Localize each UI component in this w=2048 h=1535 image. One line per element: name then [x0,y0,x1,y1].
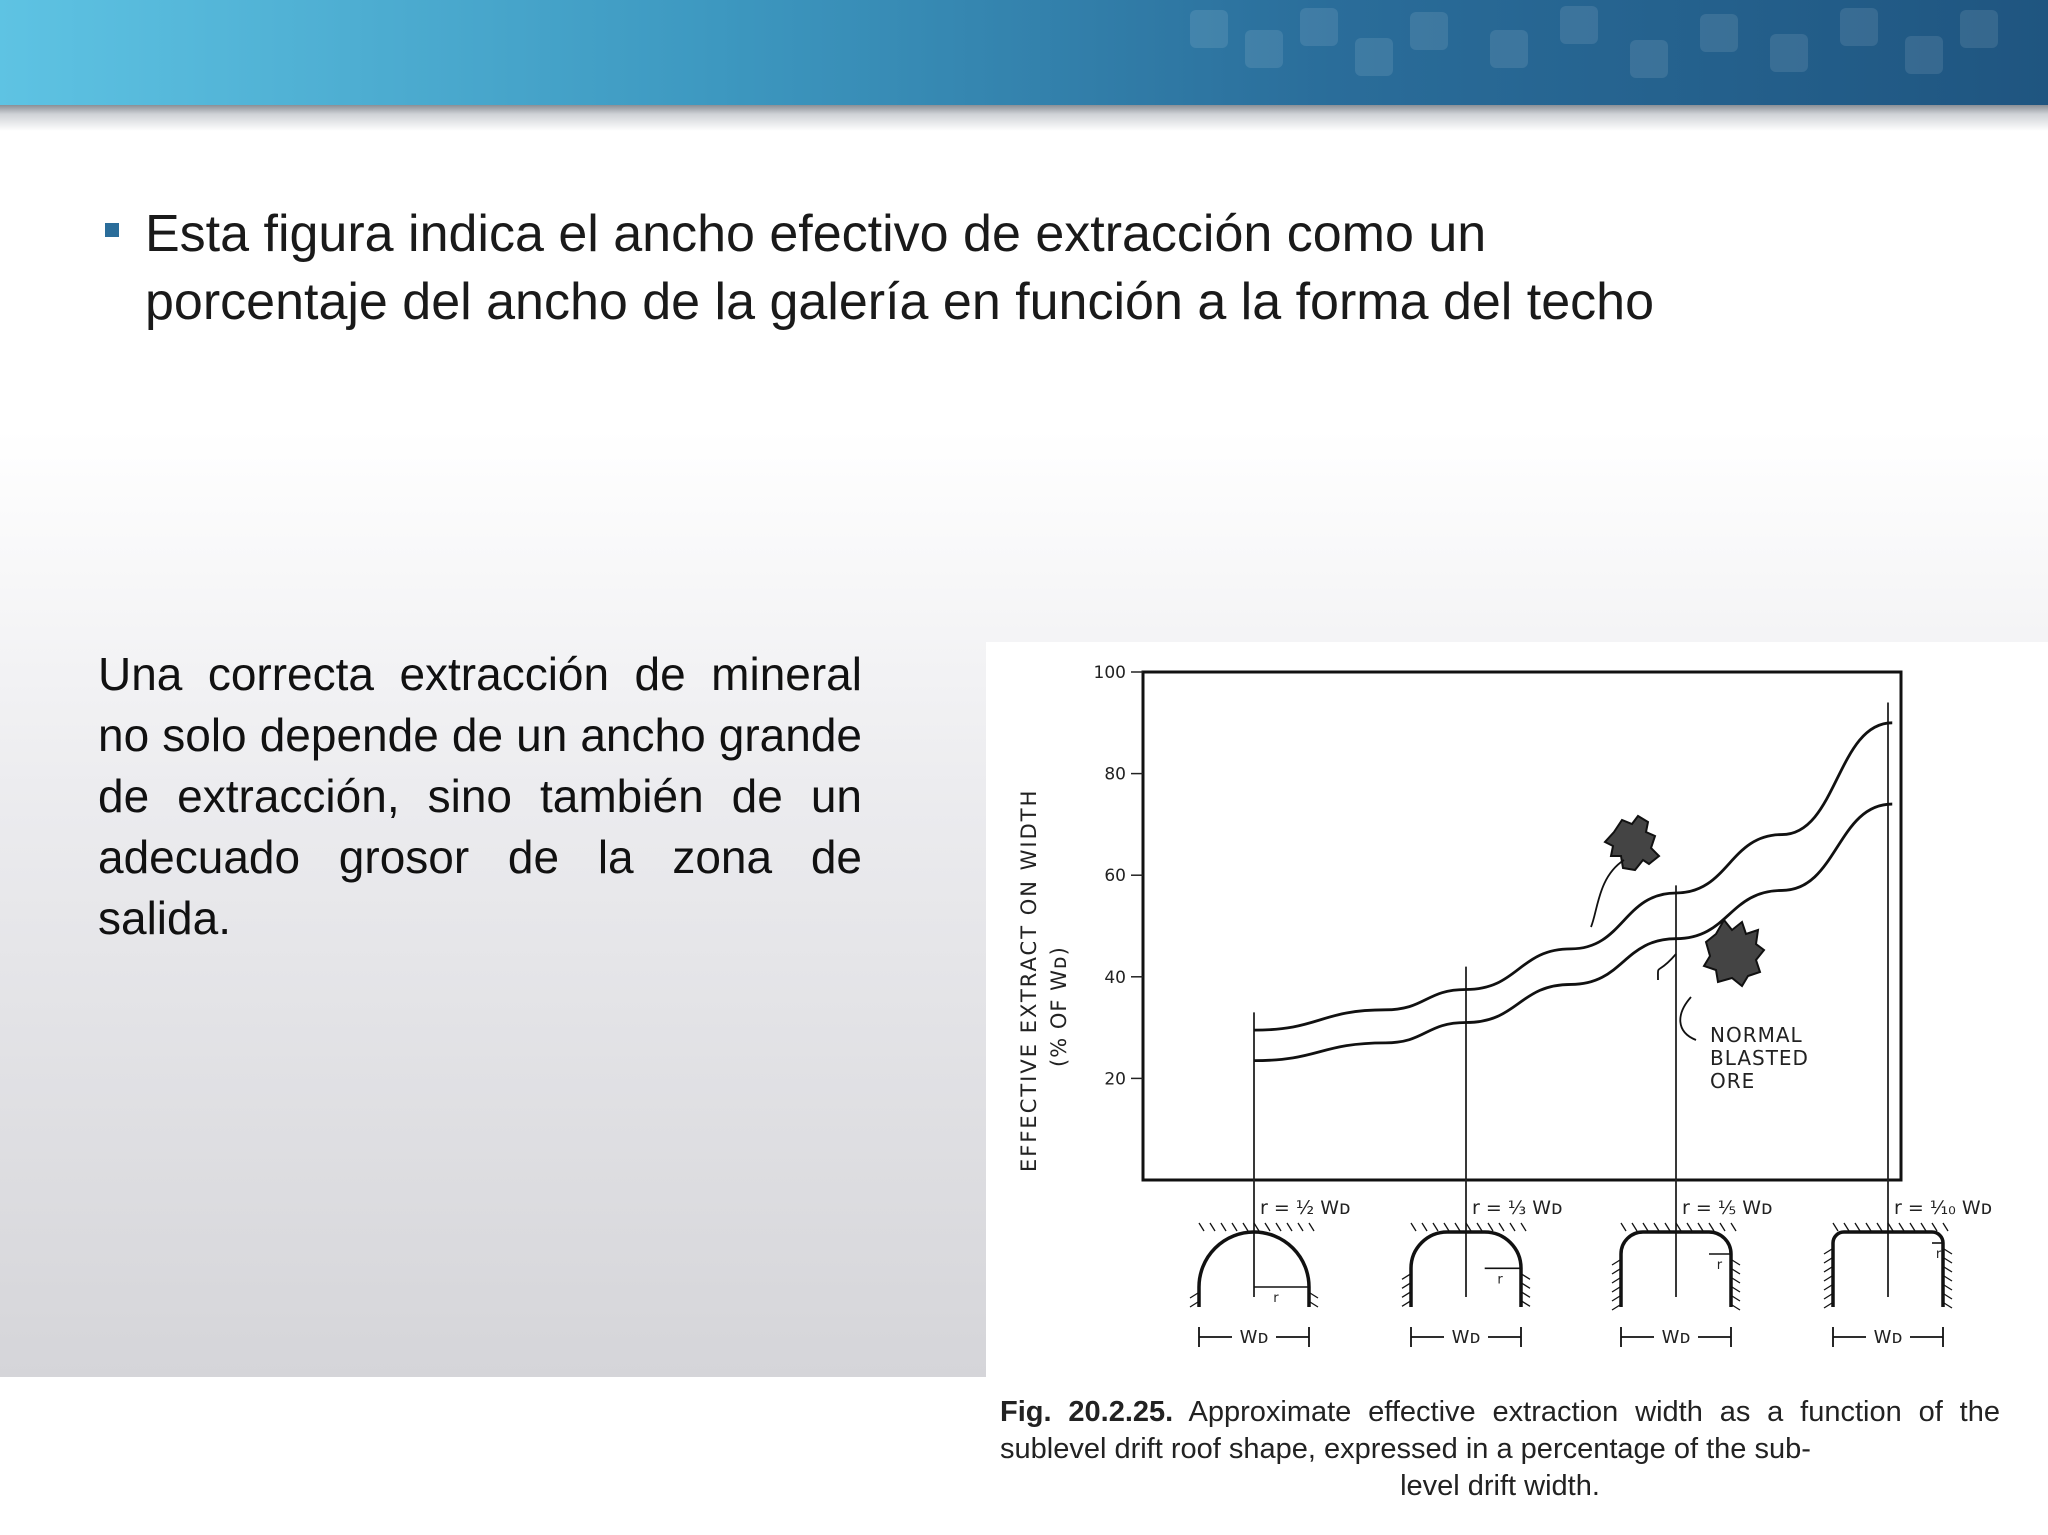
rock-hatch-mark [1265,1223,1270,1231]
rock-hatch-mark [1499,1223,1504,1231]
rock-hatch-mark [1612,1269,1620,1274]
rock-hatch-mark [1944,1276,1952,1281]
header-bar [0,0,2048,105]
header-tile [1770,34,1808,72]
rock-hatch-mark [1402,1301,1410,1306]
rock-hatch-mark [1221,1223,1226,1231]
figure-caption-text: Approximate effective extraction width as a function of the sublevel drift roof shape, expressed in a percentage of the sub- [1000,1396,2000,1465]
blasted-ore-leader-line [1591,860,1624,927]
rock-hatch-mark [1612,1287,1620,1292]
rock-hatch-mark [1921,1223,1926,1231]
header-tile [1410,12,1448,50]
rock-hatch-mark [1402,1274,1410,1279]
figure-caption-label: Fig. 20.2.25. [1000,1396,1174,1428]
rock-hatch-mark [1433,1223,1438,1231]
chart-frame [1143,672,1901,1180]
figure-panel [986,642,2048,1535]
drift-width-label: Wᴅ [1239,1327,1269,1348]
rock-hatch-mark [1510,1223,1515,1231]
rock-hatch-mark [1444,1223,1449,1231]
y-axis-label: EFFECTIVE EXTRACT ON WIDTH [1017,788,1041,1172]
bullet-square-icon [105,223,119,237]
header-tile [1490,30,1528,68]
rock-hatch-mark [1210,1223,1215,1231]
rock-hatch-mark [1824,1294,1832,1299]
roof-shape-label: r = ½ Wᴅ [1260,1197,1351,1219]
drift-width-label: Wᴅ [1661,1327,1691,1348]
y-tick-label: 100 [1093,663,1126,683]
rock-hatch-mark [1522,1301,1530,1306]
annotation-line: BLASTED [1710,1046,1809,1070]
roof-shape-label: r = ⅒ Wᴅ [1894,1197,1993,1219]
rock-hatch-mark [1310,1302,1318,1307]
rock-hatch-mark [1866,1223,1871,1231]
rock-hatch-mark [1411,1223,1416,1231]
rock-hatch-mark [1643,1223,1648,1231]
rock-hatch-mark [1824,1249,1832,1254]
drift-width-label: Wᴅ [1873,1327,1903,1348]
rock-hatch-mark [1855,1223,1860,1231]
rock-hatch-mark [1488,1223,1493,1231]
figure-caption [1000,1394,2000,1468]
rock-hatch-mark [1833,1223,1838,1231]
rock-hatch-mark [1709,1223,1714,1231]
rock-hatch-mark [1944,1267,1952,1272]
rock-hatch-mark [1910,1223,1915,1231]
y-tick-label: 80 [1104,764,1126,785]
header-tile [1300,8,1338,46]
rock-hatch-mark [1687,1223,1692,1231]
rock-hatch-mark [1932,1223,1937,1231]
rock-hatch-mark [1720,1223,1725,1231]
rock-hatch-mark [1944,1249,1952,1254]
blasted-ore-blob-icon [1605,816,1659,870]
drift-width-label: Wᴅ [1451,1327,1481,1348]
rock-hatch-mark [1665,1223,1670,1231]
rock-hatch-mark [1455,1223,1460,1231]
blasted-ore-blob-icon [1704,920,1764,986]
rock-hatch-mark [1877,1223,1882,1231]
rock-hatch-mark [1477,1223,1482,1231]
radius-label: r [1935,1247,1942,1262]
rock-hatch-mark [1732,1296,1740,1301]
rock-hatch-mark [1612,1305,1620,1310]
header-tile [1560,6,1598,44]
lower-curve-leader-line [1658,954,1676,980]
rock-hatch-mark [1824,1267,1832,1272]
header-tile [1700,14,1738,52]
radius-label: r [1497,1272,1503,1288]
rock-hatch-mark [1944,1258,1952,1263]
header-tile [1190,10,1228,48]
rock-hatch-mark [1190,1302,1198,1307]
rock-hatch-mark [1944,1303,1952,1308]
rock-hatch-mark [1612,1278,1620,1283]
rock-hatch-mark [1944,1285,1952,1290]
y-tick-label: 20 [1104,1069,1126,1090]
roof-shape-label: r = ⅓ Wᴅ [1472,1197,1563,1219]
rock-hatch-mark [1232,1223,1237,1231]
rock-hatch-mark [1732,1278,1740,1283]
header-tile [1840,8,1878,46]
blasted-ore-leader-line [1680,997,1696,1040]
rock-hatch-mark [1732,1305,1740,1310]
rock-hatch-mark [1943,1223,1948,1231]
rock-hatch-mark [1522,1283,1530,1288]
rock-hatch-mark [1612,1296,1620,1301]
rock-hatch-mark [1732,1260,1740,1265]
rock-hatch-mark [1824,1258,1832,1263]
annotation-line: NORMAL [1710,1023,1803,1047]
rock-hatch-mark [1521,1223,1526,1231]
rock-hatch-mark [1612,1260,1620,1265]
rock-hatch-mark [1522,1292,1530,1297]
header-shadow [0,105,2048,131]
header-tile [1245,30,1283,68]
rock-hatch-mark [1732,1287,1740,1292]
roof-shape-label: r = ⅕ Wᴅ [1682,1197,1773,1219]
rock-hatch-mark [1190,1293,1198,1298]
header-tile [1355,38,1393,76]
rock-hatch-mark [1287,1223,1292,1231]
figure-caption-last-line: level drift width. [1400,1470,1600,1502]
rock-hatch-mark [1824,1276,1832,1281]
rock-hatch-mark [1621,1223,1626,1231]
rock-hatch-mark [1310,1293,1318,1298]
header-tile [1960,10,1998,48]
rock-hatch-mark [1199,1223,1204,1231]
rock-hatch-mark [1824,1285,1832,1290]
radius-label: r [1716,1258,1723,1273]
rock-hatch-mark [1522,1274,1530,1279]
rock-hatch-mark [1632,1223,1637,1231]
side-paragraph: Una correcta extracción de mineral no solo depende de un ancho grande de extracción, sino también de un adecuado grosor de la zona de salida. [98,648,862,944]
radius-label: r [1273,1291,1279,1306]
rock-hatch-mark [1654,1223,1659,1231]
bullet-text: Esta figura indica el ancho efectivo de extracción como un porcentaje del ancho de la galería en función a la forma del techo [145,205,1655,331]
header-tile [1630,40,1668,78]
rock-hatch-mark [1298,1223,1303,1231]
y-tick-label: 40 [1104,967,1126,988]
rock-hatch-mark [1844,1223,1849,1231]
rock-hatch-mark [1309,1223,1314,1231]
rock-hatch-mark [1731,1223,1736,1231]
rock-hatch-mark [1824,1303,1832,1308]
header-tile [1905,36,1943,74]
annotation-line: ORE [1710,1069,1756,1093]
rock-hatch-mark [1899,1223,1904,1231]
y-axis-units: (% OF Wᴅ) [1047,946,1071,1067]
rock-hatch-mark [1732,1269,1740,1274]
rock-hatch-mark [1698,1223,1703,1231]
rock-hatch-mark [1422,1223,1427,1231]
rock-hatch-mark [1243,1223,1248,1231]
rock-hatch-mark [1402,1283,1410,1288]
rock-hatch-mark [1276,1223,1281,1231]
rock-hatch-mark [1944,1294,1952,1299]
y-tick-label: 60 [1104,866,1126,887]
rock-hatch-mark [1402,1292,1410,1297]
